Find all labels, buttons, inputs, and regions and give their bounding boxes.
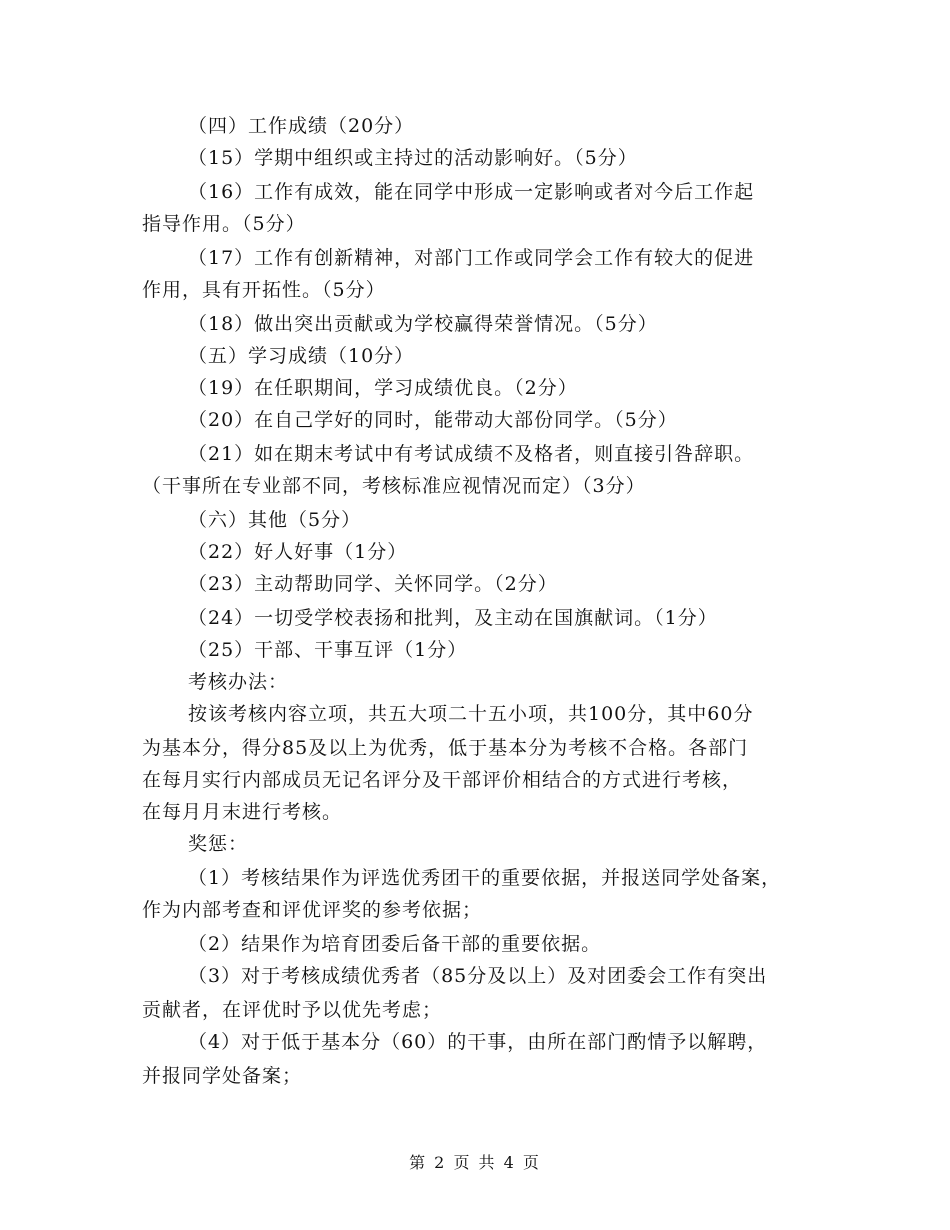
text-line: （2）结果作为培育团委后备干部的重要依据。	[188, 933, 602, 955]
text-line: （25）干部、干事互评（1分）	[188, 639, 468, 661]
text-line: （15）学期中组织或主持过的活动影响好。（5分）	[188, 147, 638, 169]
text-line: 在每月月末进行考核。	[142, 801, 343, 823]
text-line: （17）工作有创新精神，对部门工作或同学会工作有较大的促进	[188, 247, 755, 269]
text-line: （22）好人好事（1分）	[188, 541, 408, 563]
text-line: （4）对于低于基本分（60）的干事，由所在部门酌情予以解聘，	[188, 1031, 768, 1053]
text-line: （六）其他（5分）	[188, 509, 362, 531]
text-line: （五）学习成绩（10分）	[188, 345, 415, 367]
text-line: 按该考核内容立项，共五大项二十五小项，共100分，其中60分	[188, 703, 754, 725]
text-line: （四）工作成绩（20分）	[188, 115, 415, 137]
text-line: 作为内部考查和评优评奖的参考依据；	[142, 899, 483, 921]
text-line: （21）如在期末考试中有考试成绩不及格者，则直接引咎辞职。	[188, 443, 755, 465]
text-line: （18）做出突出贡献或为学校赢得荣誉情况。（5分）	[188, 313, 658, 335]
page-footer: 第 2 页 共 4 页	[409, 1153, 541, 1172]
text-line: 奖惩：	[188, 833, 249, 855]
text-line: 贡献者，在评优时予以优先考虑；	[142, 999, 443, 1021]
text-line: 指导作用。（5分）	[142, 213, 306, 235]
text-line: （干事所在专业部不同，考核标准应视情况而定）（3分）	[142, 475, 646, 497]
text-line: 并报同学处备案；	[142, 1065, 303, 1087]
text-line: （3）对于考核成绩优秀者（85分及以上）及对团委会工作有突出	[188, 965, 768, 987]
text-line: 为基本分，得分85及以上为优秀，低于基本分为考核不合格。各部门	[142, 737, 749, 759]
text-line: （16）工作有成效，能在同学中形成一定影响或者对今后工作起	[188, 181, 755, 203]
text-line: 考核办法：	[188, 671, 289, 693]
text-line: （23）主动帮助同学、关怀同学。（2分）	[188, 573, 558, 595]
text-line: 在每月实行内部成员无记名评分及干部评价相结合的方式进行考核，	[142, 769, 743, 791]
text-line: 作用，具有开拓性。（5分）	[142, 279, 386, 301]
text-line: （20）在自己学好的同时，能带动大部份同学。（5分）	[188, 409, 678, 431]
text-line: （24）一切受学校表扬和批判，及主动在国旗献词。（1分）	[188, 607, 718, 629]
text-line: （1）考核结果作为评选优秀团干的重要依据，并报送同学处备案，	[188, 867, 782, 889]
text-line: （19）在任职期间，学习成绩优良。（2分）	[188, 377, 578, 399]
